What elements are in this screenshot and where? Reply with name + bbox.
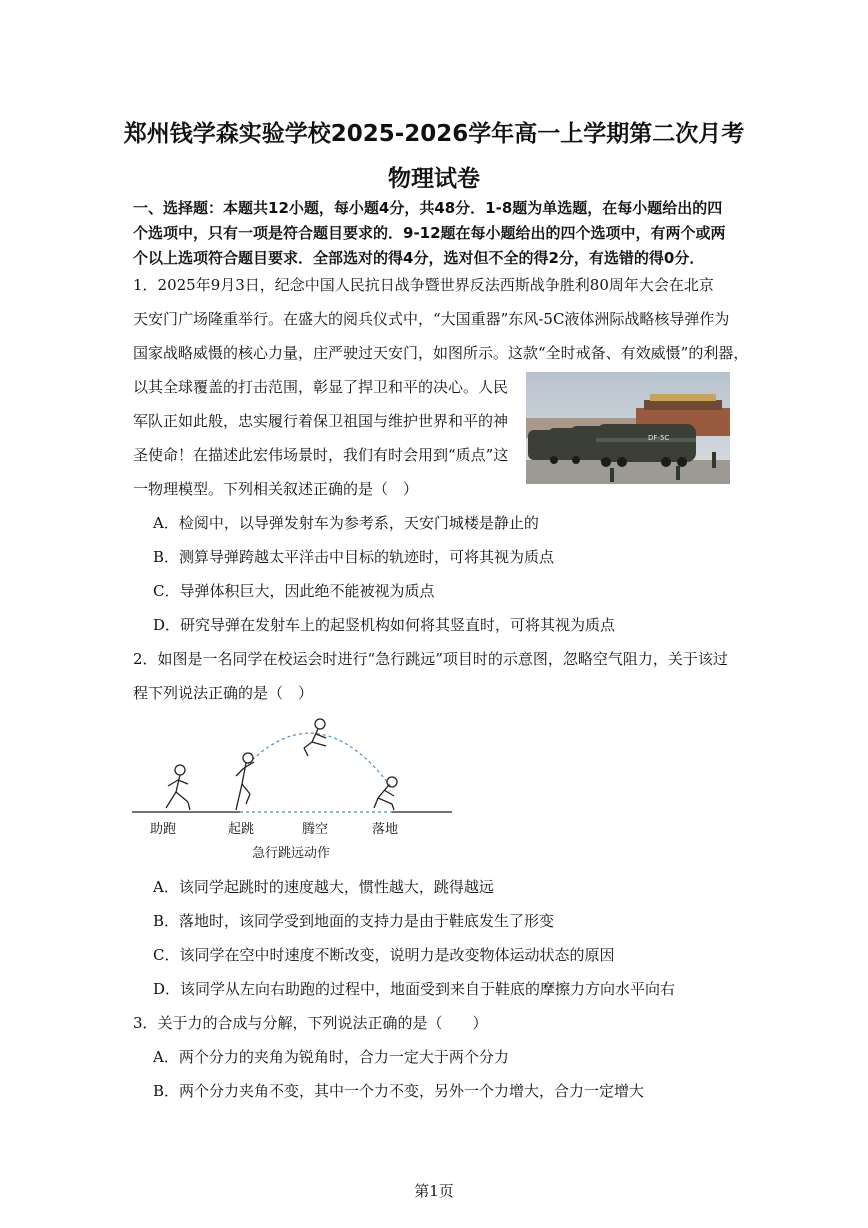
q1-stem-line: 天安门广场隆重举行。在盛大的阅兵仪式中，“大国重器”东风-5C液体洲际战略核导弹作为 xyxy=(133,310,730,328)
page-number: 第1页 xyxy=(414,1182,454,1200)
phase-label-takeoff: 起跳 xyxy=(228,822,255,837)
q1-stem-line: 圣使命！在描述此宏伟场景时，我们有时会用到“质点”这 xyxy=(133,446,509,464)
missile-parade-photo xyxy=(526,372,730,484)
section-instructions-line: 一、选择题：本题共12小题，每小题4分，共48分．1-8题为单选题，在每小题给出的四 xyxy=(133,199,723,217)
q2-option-c: C．该同学在空中时速度不断改变，说明力是改变物体运动状态的原因 xyxy=(153,946,615,964)
q1-option-a: A．检阅中，以导弹发射车为参考系，天安门城楼是静止的 xyxy=(153,514,539,532)
q1-stem-line: 军队正如此般，忠实履行着保卫祖国与维护世界和平的神 xyxy=(133,412,509,430)
q2-option-d: D．该同学从左向右助跑的过程中，地面受到来自于鞋底的摩擦力方向水平向右 xyxy=(153,980,676,998)
q1-stem-line: 1．2025年9月3日，纪念中国人民抗日战争暨世界反法西斯战争胜利80周年大会在北京 xyxy=(133,276,714,294)
q3-option-b: B．两个分力夹角不变，其中一个力不变，另外一个力增大，合力一定增大 xyxy=(153,1082,645,1100)
q1-stem-line: 以其全球覆盖的打击范围，彰显了捍卫和平的决心。人民 xyxy=(133,378,509,396)
q3-option-a: A．两个分力的夹角为锐角时，合力一定大于两个分力 xyxy=(153,1048,509,1066)
q2-stem-line: 程下列说法正确的是（ ） xyxy=(133,684,314,702)
q2-stem-line: 2．如图是一名同学在校运会时进行“急行跳远”项目时的示意图，忽略空气阻力，关于该过 xyxy=(133,650,728,668)
q1-option-b: B．测算导弹跨越太平洋击中目标的轨迹时，可将其视为质点 xyxy=(153,548,555,566)
q2-option-b: B．落地时，该同学受到地面的支持力是由于鞋底发生了形变 xyxy=(153,912,555,930)
exam-subtitle: 物理试卷 xyxy=(388,166,480,192)
missile-label: DF-5C xyxy=(648,434,670,442)
phase-label-landing: 落地 xyxy=(372,822,399,837)
section-instructions-line: 个以上选项符合题目要求．全部选对的得4分，选对但不全的得2分，有选错的得0分． xyxy=(133,249,705,267)
section-instructions-line: 个选项中，只有一项是符合题目要求的．9-12题在每小题给出的四个选项中，有两个或两 xyxy=(133,224,726,242)
q3-stem-line: 3．关于力的合成与分解，下列说法正确的是（ ） xyxy=(133,1014,488,1032)
q2-option-a: A．该同学起跳时的速度越大，惯性越大，跳得越远 xyxy=(153,878,494,896)
figure-caption: 急行跳远动作 xyxy=(252,846,331,861)
exam-title: 郑州钱学森实验学校2025-2026学年高一上学期第二次月考 xyxy=(123,121,745,147)
phase-label-run: 助跑 xyxy=(150,822,177,837)
q1-option-c: C．导弹体积巨大，因此绝不能被视为质点 xyxy=(153,582,435,600)
q1-stem-line: 国家战略威慑的核心力量，庄严驶过天安门，如图所示。这款“全时戒备、有效威慑”的利器， xyxy=(133,344,749,362)
long-jump-figure xyxy=(130,712,460,862)
q1-stem-line: 一物理模型。下列相关叙述正确的是（ ） xyxy=(133,480,419,498)
q1-option-d: D．研究导弹在发射车上的起竖机构如何将其竖直时，可将其视为质点 xyxy=(153,616,616,634)
phase-label-flight: 腾空 xyxy=(302,822,329,837)
